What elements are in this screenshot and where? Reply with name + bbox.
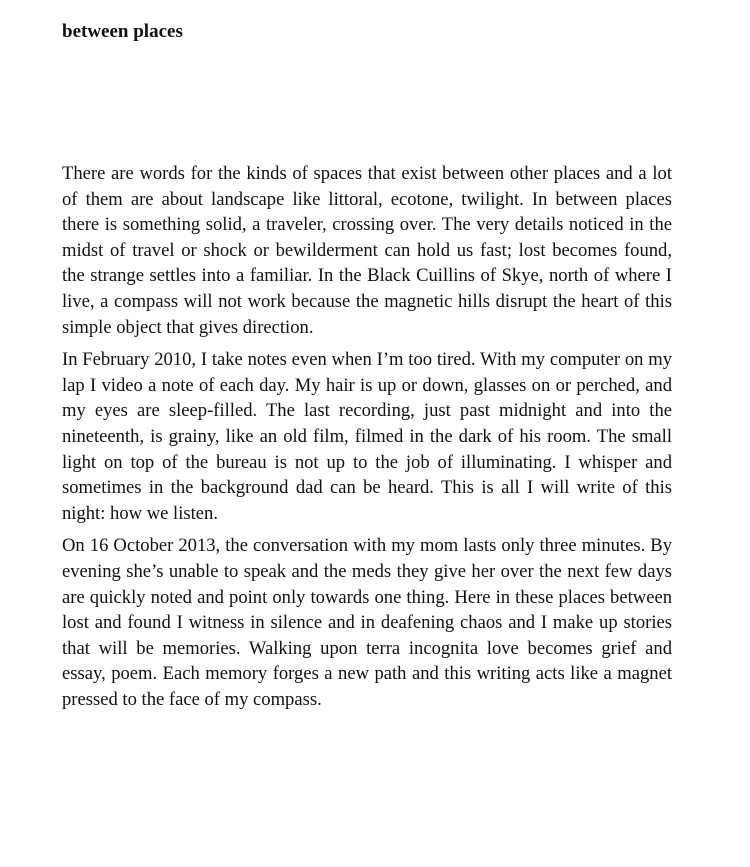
section-heading: between places	[62, 21, 183, 42]
paragraph-2: In February 2010, I take notes even when I’m too tired. With my computer on my lap I video a note of each day. My hair is up or down, glasses on or perched, and my eyes are sleep-filled. The last recording, just past midnight and into the nineteenth, is grainy, like an old film, filmed in the dark of his room. The small light on top of the bureau is not up to the job of illuminating. I whisper and sometimes in the background dad can be heard. This is all I will write of this night: how we listen.	[62, 349, 672, 524]
paragraph-1: There are words for the kinds of spaces that exist between other places and a lot of them are about landscape like littoral, ecotone, twilight. In between places there is something solid, a traveler, crossing over. The very details noticed in the midst of travel or shock or bewilderment can hold us fast; lost becomes found, the strange settles into a familiar. In the Black Cuillins of Skye, north of where I live, a compass will not work because the magnetic hills disrupt the heart of this simple object that gives direction.	[62, 163, 672, 338]
essay-body	[62, 161, 672, 719]
paragraph-3: On 16 October 2013, the conversation with my mom lasts only three minutes. By evening she’s unable to speak and the meds they give her over the next few days are quickly noted and point only towards one thing. Here in these places between lost and found I witness in silence and in deafening chaos and I make up stories that will be memories. Walking upon terra incognita love becomes grief and essay, poem. Each memory forges a new path and this writing acts like a magnet pressed to the face of my compass.	[62, 535, 672, 710]
